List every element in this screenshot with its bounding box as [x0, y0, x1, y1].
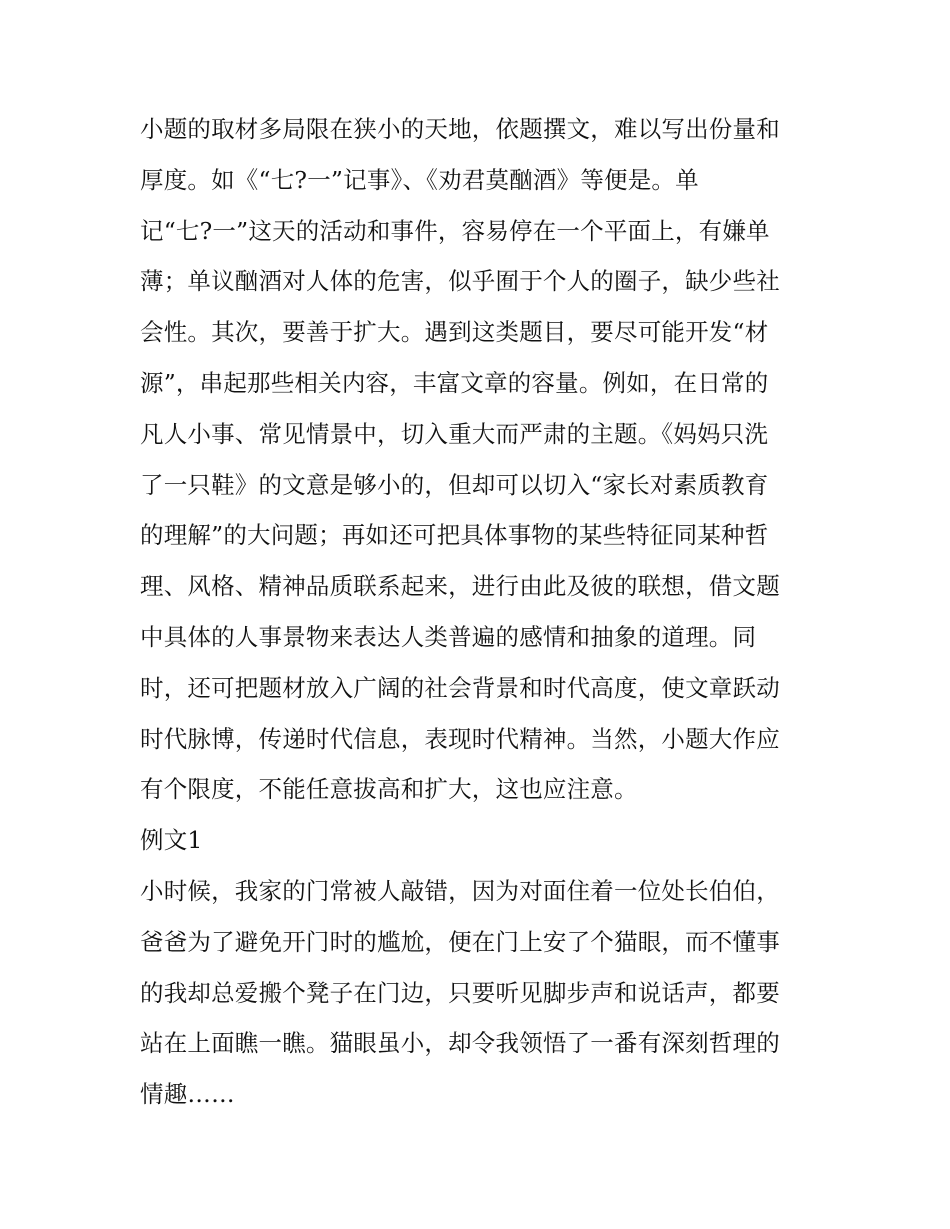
text-line: 时，还可把题材放入广阔的社会背景和时代高度，使文章跃动: [140, 673, 780, 702]
document-body: [140, 104, 820, 1120]
text-line: 源”，串起那些相关内容，丰富文章的容量。例如，在日常的: [140, 368, 769, 397]
text-line: 厚度。如《“七?一”记事》、《劝君莫酗酒》等便是。单: [140, 165, 699, 194]
text-line: 爸爸为了避免开门时的尴尬，便在门上安了个猫眼，而不懂事: [140, 927, 780, 956]
text-line: 了一只鞋》的文意是够小的，但却可以切入“家长对素质教育: [140, 470, 769, 499]
text-line: 情趣……: [140, 1080, 235, 1109]
text-line: 中具体的人事景物来表达人类普遍的感情和抽象的道理。同: [140, 622, 757, 651]
text-line: 站在上面瞧一瞧。猫眼虽小，却令我领悟了一番有深刻哲理的: [140, 1029, 780, 1058]
text-line: 理、风格、精神品质联系起来，进行由此及彼的联想，借文题: [140, 572, 780, 601]
text-line: 的理解”的大问题；再如还可把具体事物的某些特征同某种哲: [140, 521, 769, 550]
text-line: 时代脉博，传递时代信息，表现时代精神。当然，小题大作应: [140, 724, 780, 753]
text-line: 薄；单议酗酒对人体的危害，似乎囿于个人的圈子，缺少些社: [140, 267, 780, 296]
example-heading: 例文1: [140, 826, 203, 855]
text-line: 记“七?一”这天的活动和事件，容易停在一个平面上，有嫌单: [140, 216, 770, 245]
text-line: 有个限度，不能任意拔高和扩大，这也应注意。: [140, 775, 638, 804]
text-line: 小题的取材多局限在狭小的天地，依题撰文，难以写出份量和: [140, 115, 780, 143]
text-line: 的我却总爱搬个凳子在门边，只要听见脚步声和说话声，都要: [140, 978, 780, 1007]
text-line: 小时候，我家的门常被人敲错，因为对面住着一位处长伯伯，: [140, 876, 780, 905]
text-line: 凡人小事、常见情景中，切入重大而严肃的主题。《妈妈只洗: [140, 419, 769, 448]
text-line: 会性。其次，要善于扩大。遇到这类题目，要尽可能开发“材: [140, 318, 769, 347]
